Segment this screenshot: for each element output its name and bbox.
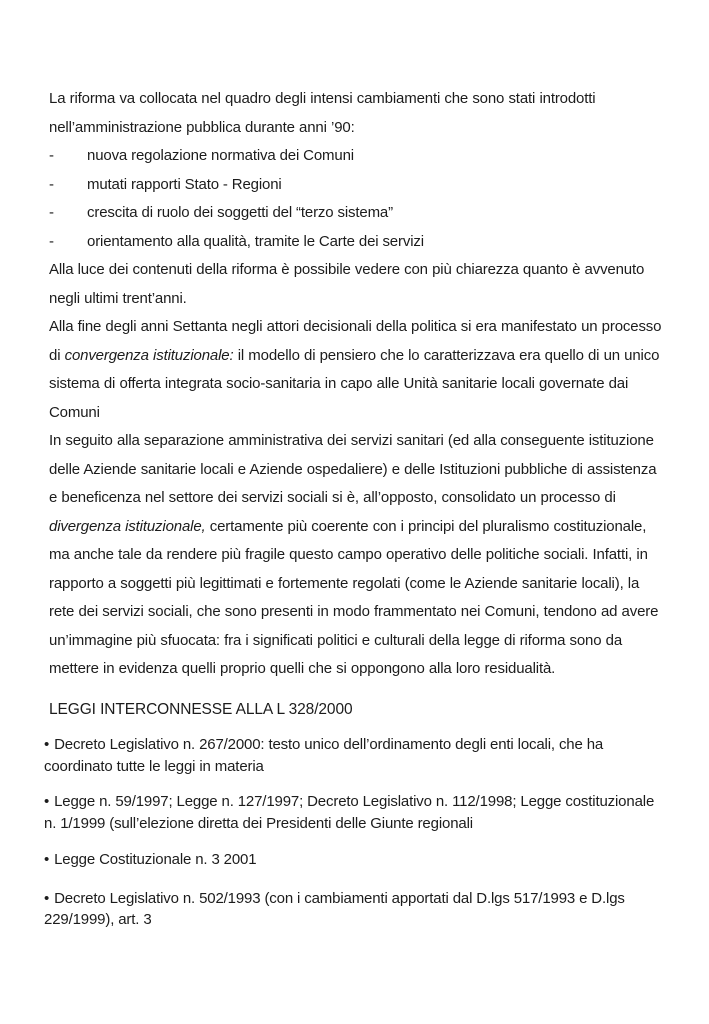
document-page bbox=[44, 85, 663, 931]
bullet-item-text: Decreto Legislativo n. 267/2000: testo unico dell’ordinamento degli enti locali, che ha coordinato tutte le leggi in materia bbox=[44, 736, 604, 775]
bullet-item bbox=[44, 888, 663, 931]
paragraph-convergenza bbox=[49, 313, 663, 427]
list-item-text: orientamento alla qualità, tramite le Carte dei servizi bbox=[87, 232, 424, 250]
paragraph-text: Alla fine degli anni Settanta negli attori decisionali della politica si era manifestato un processo di bbox=[49, 318, 662, 364]
bullet-item bbox=[44, 734, 663, 777]
bullet-marker: • bbox=[44, 851, 50, 868]
paragraph-text: il modello di pensiero che lo caratterizzava era quello di un unico sistema di offerta integrata socio-sanitaria in capo alle Unità sanitarie locali governate dai Comuni bbox=[49, 346, 660, 421]
dash-marker: - bbox=[49, 147, 54, 164]
italic-phrase-divergenza: divergenza istituzionale, bbox=[49, 517, 206, 535]
list-item-text: crescita di ruolo dei soggetti del “terzo sistema” bbox=[87, 204, 393, 221]
bullet-item-text: Legge Costituzionale n. 3 2001 bbox=[54, 851, 257, 868]
paragraph-text: certamente più coerente con i principi del pluralismo costituzionale, ma anche tale da rendere più fragile questo campo operativo delle politiche sociali. Infatti, in rapporto a soggetti più legittimati e fortemente regolati (come le Aziende sanitarie locali), la rete dei servizi sociali, che sono presenti in modo frammentato nei Comuni, tendono ad avere un’immagine più sfuocata: fra i significati politici e culturali della legge di riforma sono da mettere in evidenza quelli proprio quelli che si oppongono alla loro residualità. bbox=[49, 517, 659, 677]
paragraph-text: In seguito alla separazione amministrativa dei servizi sanitari (ed alla conseguente istituzione delle Aziende sanitarie locali e Aziende ospedaliere) e delle Istituzioni pubbliche di assistenza e beneficenza nel settore dei servizi sociali si è, all’opposto, consolidato un processo di bbox=[49, 432, 657, 506]
italic-phrase-convergenza: convergenza istituzionale: bbox=[64, 346, 234, 364]
dash-list bbox=[49, 142, 663, 256]
bullet-item bbox=[44, 791, 663, 834]
bullet-item-text: Decreto Legislativo n. 502/1993 (con i cambiamenti apportati dal D.lgs 517/1993 e D.lgs 229/1999), art. 3 bbox=[44, 889, 625, 928]
bullet-marker: • bbox=[44, 793, 50, 810]
paragraph-luce: Alla luce dei contenuti della riforma è possibile vedere con più chiarezza quanto è avvenuto negli ultimi trent’anni. bbox=[49, 261, 645, 307]
section-heading-leggi: LEGGI INTERCONNESSE ALLA L 328/2000 bbox=[49, 700, 353, 718]
dash-marker: - bbox=[49, 175, 54, 193]
paragraph-divergenza bbox=[49, 427, 663, 684]
bullet-marker: • bbox=[44, 889, 50, 907]
list-item bbox=[49, 199, 663, 228]
list-item-text: nuova regolazione normativa dei Comuni bbox=[87, 147, 354, 164]
list-item bbox=[49, 228, 663, 257]
list-item bbox=[49, 142, 663, 171]
dash-marker: - bbox=[49, 204, 54, 221]
bullet-marker: • bbox=[44, 736, 50, 753]
list-item-text: mutati rapporti Stato - Regioni bbox=[87, 175, 282, 193]
bullet-item bbox=[44, 849, 663, 871]
bullet-item-text: Legge n. 59/1997; Legge n. 127/1997; Decreto Legislativo n. 112/1998; Legge costituzionale n. 1/1999 (sull’elezione diretta dei Presidenti delle Giunte regionali bbox=[44, 793, 655, 832]
list-item bbox=[49, 171, 663, 200]
paragraph-intro: La riforma va collocata nel quadro degli intensi cambiamenti che sono stati introdotti nell’amministrazione pubblica durante anni ’90: bbox=[49, 90, 596, 136]
dash-marker: - bbox=[49, 232, 54, 250]
